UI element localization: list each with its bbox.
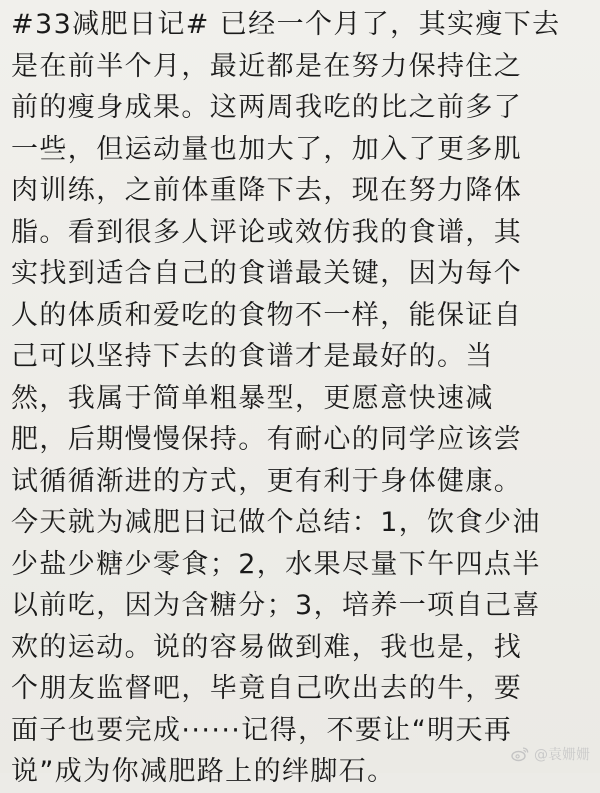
watermark-text: @袁姗姗 (534, 747, 590, 763)
note-line-19: 说”成为你减肥路上的绊脚石。 (11, 756, 396, 787)
note-line-2: 是在前半个月，最近都是在努力保持住之 (11, 50, 523, 82)
note-line-10: 然，我属于简单粗暴型，更愿意快速减 (11, 382, 494, 414)
note-line-1: #33减肥日记# 已经一个月了，其实瘦下去 (11, 9, 561, 40)
note-line-3: 前的瘦身成果。这两周我吃的比之前多了 (11, 92, 523, 123)
note-line-11: 肥，后期慢慢保持。有耐心的同学应该尝 (11, 424, 523, 455)
note-line-5: 肉训练，之前体重降下去，现在努力降体 (11, 175, 523, 206)
note-line-4: 一些，但运动量也加大了，加入了更多肌 (11, 133, 523, 165)
note-line-6: 脂。看到很多人评论或效仿我的食谱，其 (11, 216, 523, 248)
note-line-14: 少盐少糖少零食；2，水果尽量下午四点半 (11, 548, 541, 580)
note-line-17: 个朋友监督吧，毕竟自己吹出去的牛，要 (11, 673, 523, 704)
weibo-icon (511, 746, 529, 762)
note-line-8: 人的体质和爱吃的食物不一样，能保证自 (11, 299, 523, 331)
note-line-12: 试循循渐进的方式，更有利于身体健康。 (11, 465, 523, 497)
weibo-watermark (511, 744, 590, 764)
note-line-7: 实找到适合自己的食谱最关键，因为每个 (11, 258, 523, 289)
note-line-15: 以前吃，因为含糖分；3，培养一项自己喜 (11, 590, 541, 621)
note-line-16: 欢的运动。说的容易做到难，我也是，找 (11, 631, 523, 663)
note-line-9: 己可以坚持下去的食谱才是最好的。当 (11, 341, 494, 372)
note-body (11, 4, 591, 793)
note-line-13: 今天就为减肥日记做个总结：1，饮食少油 (11, 507, 541, 538)
note-line-18: 面子也要完成······记得，不要让“明天再 (11, 714, 513, 746)
